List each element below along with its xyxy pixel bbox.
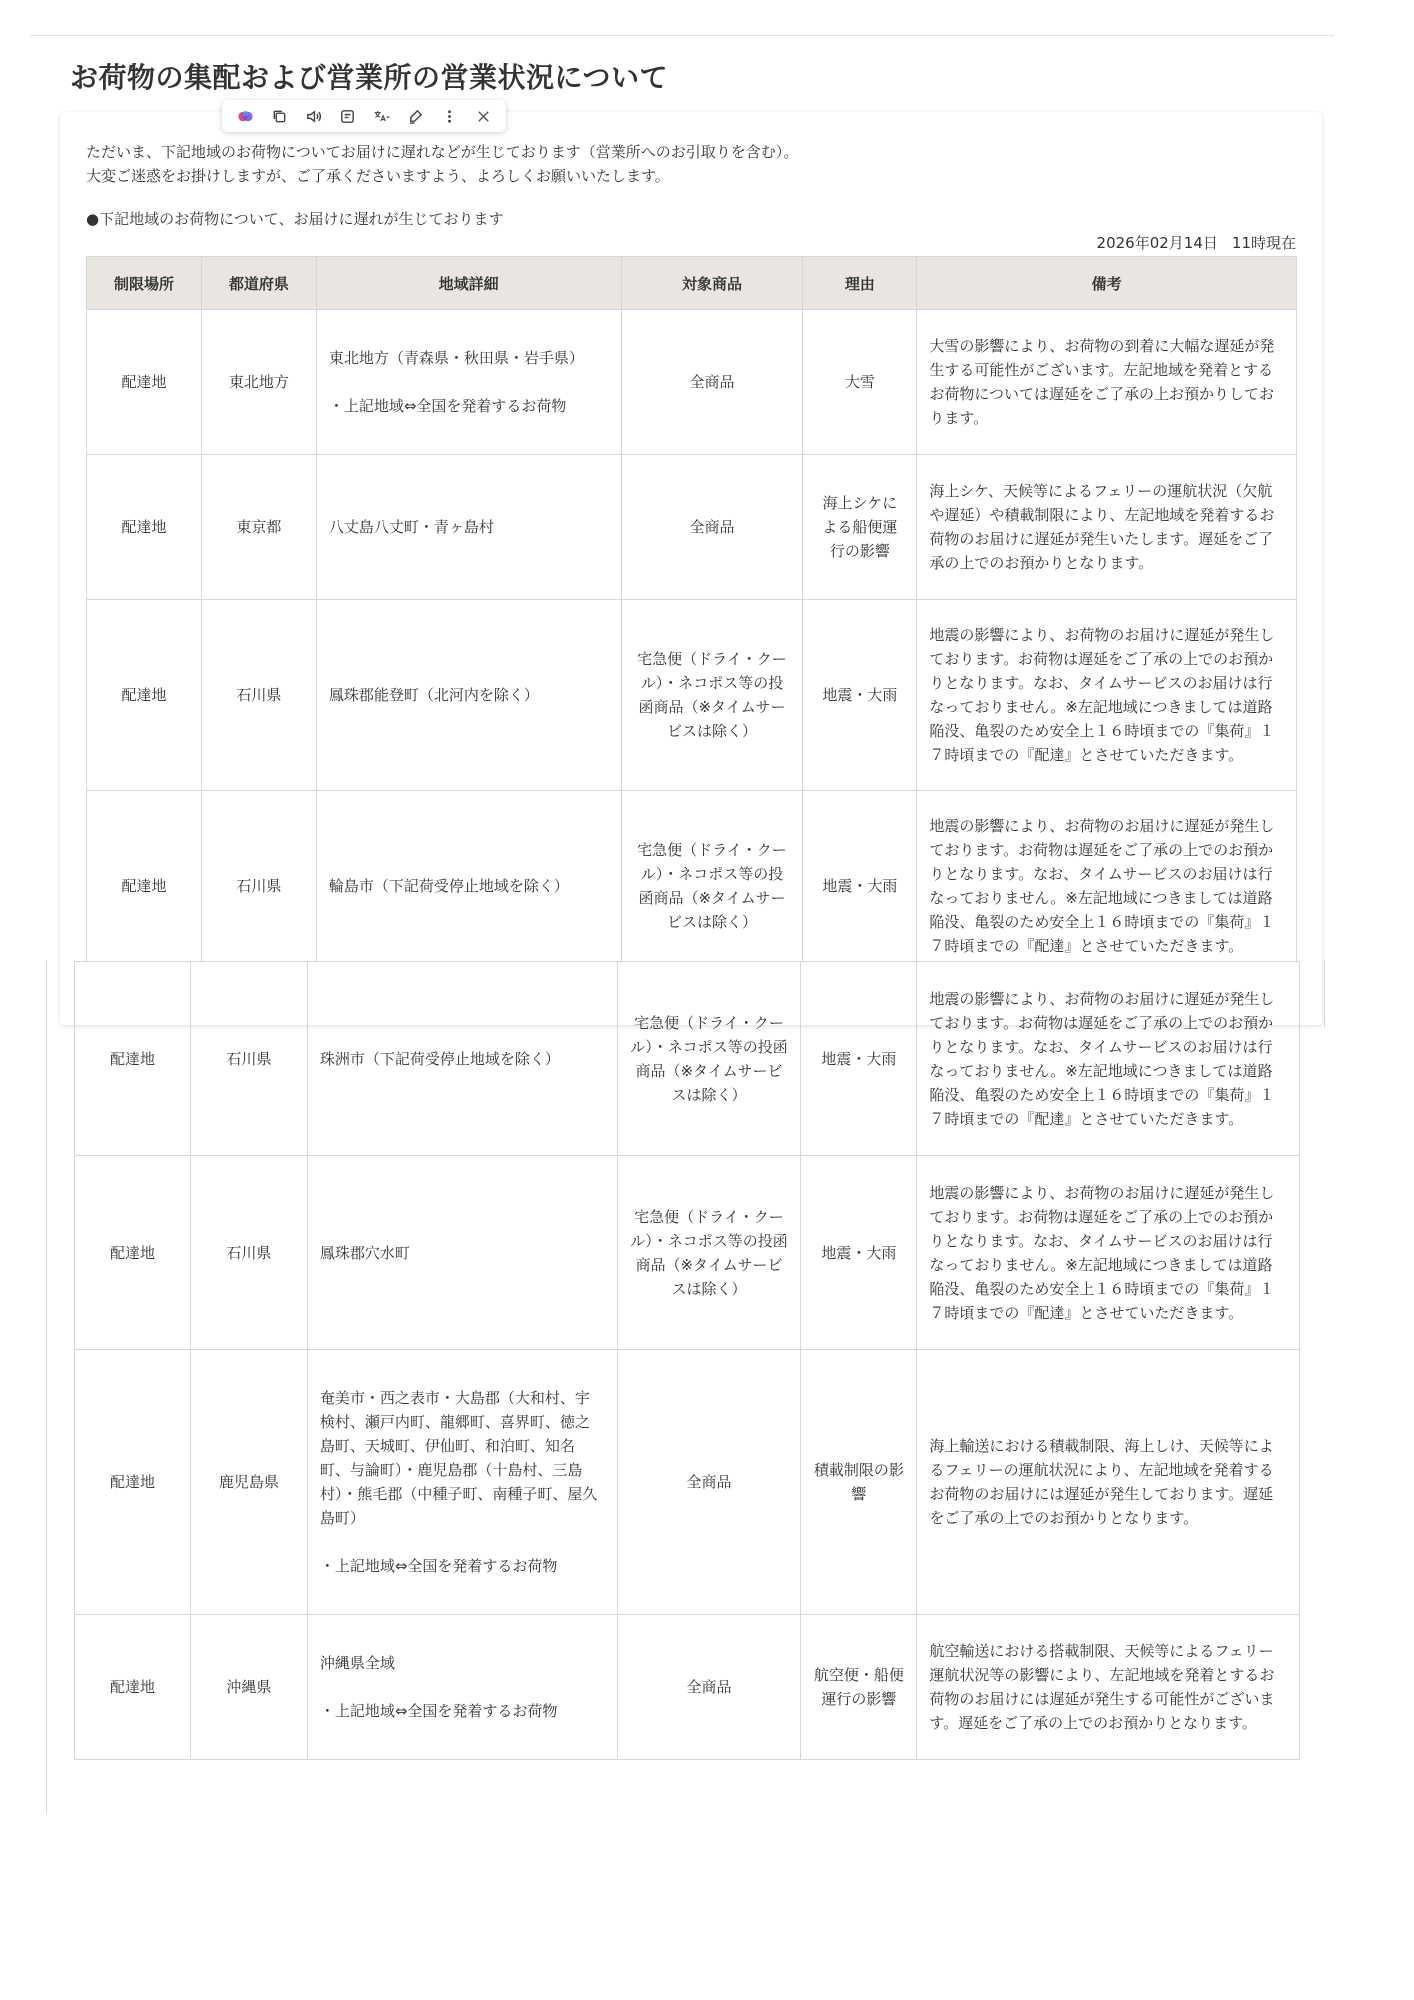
cell-area-detail (316, 455, 621, 600)
cell-note (917, 1156, 1300, 1350)
cell-note-text: 海上輸送における積載制限、海上しけ、天候等によるフェリーの運航状況により、左記地域を発着するお荷物のお届けには遅延が発生しております。遅延をご了承の上でのお預かりとなります。 (929, 1437, 1274, 1527)
cell-area-detail-text: 鳳珠郡穴水町 (319, 1243, 410, 1262)
cell-prefecture (201, 791, 316, 962)
cell-area-detail-text: 奄美市・西之表市・大島郡（大和村、宇検村、瀬戸内町、龍郷町、喜界町、徳之島町、天城町、伊仙町、和泊町、知名町、与論町）・鹿児島郡（十島村、三島村）・熊毛郡（中種子町、南種子町、屋久島町） (319, 1389, 598, 1527)
cell-prefecture-text: 石川県 (226, 1243, 272, 1262)
cell-place-text: 配達地 (109, 1473, 155, 1491)
table-row (87, 791, 1297, 962)
cell-area-detail (307, 1156, 617, 1350)
cell-place-text: 配達地 (121, 518, 167, 536)
cell-area-detail-text: 鳳珠郡能登町（北河内を除く） (328, 686, 539, 704)
cell-place (75, 962, 191, 1156)
cell-area-detail (307, 962, 617, 1156)
cell-note-text: 海上シケ、天候等によるフェリーの運航状況（欠航や遅延）や積載制限により、左記地域を発着するお荷物のお届けに遅延が発生いたします。遅延をご了承の上でのお預かりとなります。 (929, 482, 1275, 572)
cell-area-detail-sub-text: ・上記地域⇔全国を発着するお荷物 (319, 1702, 558, 1720)
cell-place-text: 配達地 (121, 686, 167, 704)
timestamp-time: 11時現在 (1231, 234, 1296, 252)
translate-icon[interactable] (364, 100, 398, 132)
cell-prefecture (190, 1350, 307, 1615)
timestamp-date: 2026年02月14日 (1096, 234, 1218, 252)
page-title: お荷物の集配および営業所の営業状況について (70, 61, 668, 94)
cell-prefecture-text: 石川県 (236, 877, 282, 895)
cell-place (87, 455, 202, 600)
cell-reason-text: 地震・大雨 (822, 877, 898, 895)
cell-prefecture-text: 石川県 (236, 686, 282, 704)
cell-note-text: 地震の影響により、お荷物のお届けに遅延が発生しております。お荷物は遅延をご了承の上でのお預かりとなります。なお、タイムサービスのお届けは行なっておりません。※左記地域につきましては道路陥没、亀裂のため安全上１６時頃までの『集荷』１７時頃までの『配達』とさせていただきます。 (929, 989, 1275, 1128)
cell-product-text: 宅急便（ドライ・クール）・ネコポス等の投函商品（※タイムサービスは除く） (637, 650, 787, 740)
cell-product (621, 791, 803, 962)
table-row (75, 962, 1300, 1156)
cell-product-text: 全商品 (686, 1678, 732, 1696)
cell-place (87, 791, 202, 962)
close-icon[interactable] (466, 100, 500, 132)
cell-area-detail-text: 東北地方（青森県・秋田県・岩手県） (328, 349, 584, 367)
cell-reason-text: 海上シケによる船便運行の影響 (822, 494, 898, 560)
cell-note (917, 600, 1297, 791)
table-header-row (87, 257, 1297, 310)
cell-prefecture-text: 東京都 (236, 518, 282, 536)
table-row (75, 1615, 1300, 1760)
delay-notice: ●下記地域のお荷物について、お届けに遅れが生じております (86, 210, 504, 228)
cell-prefecture-text: 石川県 (226, 1049, 272, 1068)
header-prefecture: 都道府県 (201, 257, 316, 310)
cell-product (621, 455, 803, 600)
cell-area-detail-text: 沖縄県全域 (319, 1654, 395, 1672)
intro-text (86, 140, 798, 188)
cell-reason-text: 地震・大雨 (821, 1243, 897, 1262)
cell-area-detail (307, 1350, 617, 1615)
cell-prefecture (201, 600, 316, 791)
cell-product (621, 600, 803, 791)
cell-place (75, 1156, 191, 1350)
cell-product (617, 1615, 801, 1760)
intro-line-1: ただいま、下記地域のお荷物についてお届けに遅れなどが生じております（営業所へのお引取りを含む）。 (86, 143, 799, 161)
cell-area-detail (316, 791, 621, 962)
cell-product-text: 全商品 (689, 373, 735, 391)
cell-note (917, 1615, 1300, 1760)
ai-assistant-icon[interactable] (228, 100, 262, 132)
cell-note (917, 791, 1297, 962)
cell-reason (803, 791, 917, 962)
cell-note-text: 地震の影響により、お荷物のお届けに遅延が発生しております。お荷物は遅延をご了承の上でのお預かりとなります。なお、タイムサービスのお届けは行なっておりません。※左記地域につきましては道路陥没、亀裂のため安全上１６時頃までの『集荷』１７時頃までの『配達』とさせていただきます。 (929, 817, 1275, 955)
table-row (75, 1156, 1300, 1350)
cell-product (617, 1156, 801, 1350)
cell-prefecture (201, 310, 316, 455)
timestamp (1097, 232, 1296, 253)
cell-note (917, 310, 1297, 455)
cell-product-text: 宅急便（ドライ・クール）・ネコポス等の投函商品（※タイムサービスは除く） (637, 841, 787, 931)
cell-area-detail-text: 輪島市（下記荷受停止地域を除く） (328, 877, 569, 895)
status-table-continued (74, 961, 1300, 1760)
cell-area-detail (316, 600, 621, 791)
cell-place-text: 配達地 (121, 877, 167, 895)
cell-area-detail (307, 1615, 617, 1760)
cell-reason-text: 地震・大雨 (822, 686, 898, 704)
cell-place (87, 600, 202, 791)
cell-prefecture (190, 1615, 307, 1760)
highlight-icon[interactable] (398, 100, 432, 132)
cell-reason (803, 455, 917, 600)
cell-prefecture-text: 鹿児島県 (218, 1473, 279, 1491)
header-place: 制限場所 (87, 257, 202, 310)
cell-place (87, 310, 202, 455)
cell-note-text: 地震の影響により、お荷物のお届けに遅延が発生しております。お荷物は遅延をご了承の上でのお預かりとなります。なお、タイムサービスのお届けは行なっておりません。※左記地域につきましては道路陥没、亀裂のため安全上１６時頃までの『集荷』１７時頃までの『配達』とさせていただきます。 (929, 626, 1275, 764)
table-row (75, 1350, 1300, 1615)
cell-prefecture-text: 沖縄県 (226, 1678, 272, 1696)
table-row (87, 310, 1297, 455)
cell-note-text: 航空輸送における搭載制限、天候等によるフェリー運航状況等の影響により、左記地域を発着とするお荷物のお届けには遅延が発生する可能性がございます。遅延をご了承の上でのお預かりとなります。 (929, 1642, 1275, 1732)
cell-product (621, 310, 803, 455)
summarize-icon[interactable] (330, 100, 364, 132)
cell-reason (801, 962, 917, 1156)
cell-place (75, 1350, 191, 1615)
cell-area-detail-text: 珠洲市（下記荷受停止地域を除く） (319, 1049, 560, 1068)
cell-area-detail-sub-text: ・上記地域⇔全国を発着するお荷物 (319, 1557, 558, 1575)
header-reason: 理由 (803, 257, 917, 310)
cell-place-text: 配達地 (121, 373, 167, 391)
copy-icon[interactable] (262, 100, 296, 132)
cell-area-detail-text: 八丈島八丈町・青ヶ島村 (328, 518, 494, 536)
right-border-line (1324, 960, 1325, 1028)
header-product: 対象商品 (621, 257, 803, 310)
status-table (86, 256, 1297, 961)
left-border-line (46, 960, 47, 1815)
selection-toolbar (222, 100, 506, 132)
cell-place-text: 配達地 (109, 1243, 155, 1262)
table-row (87, 455, 1297, 600)
cell-reason-text: 大雪 (844, 373, 875, 391)
cell-area-detail (316, 310, 621, 455)
cell-place-text: 配達地 (109, 1049, 155, 1068)
cell-product (617, 1350, 801, 1615)
cell-note (917, 962, 1300, 1156)
cell-product-text: 宅急便（ドライ・クール）・ネコポス等の投函商品（※タイムサービスは除く） (630, 1207, 788, 1298)
cell-product-text: 全商品 (686, 1473, 732, 1491)
cell-reason (801, 1615, 917, 1760)
cell-product-text: 宅急便（ドライ・クール）・ネコポス等の投函商品（※タイムサービスは除く） (630, 1013, 788, 1104)
intro-line-2: 大変ご迷惑をお掛けしますが、ご了承くださいますよう、よろしくお願いいたします。 (86, 167, 670, 185)
cell-note (917, 1350, 1300, 1615)
cell-prefecture (201, 455, 316, 600)
cell-place-text: 配達地 (109, 1678, 155, 1696)
status-table-part-1 (86, 256, 1297, 961)
status-table-part-2 (74, 961, 1300, 1800)
cell-prefecture (190, 962, 307, 1156)
cell-prefecture (190, 1156, 307, 1350)
cell-reason-text: 積載制限の影響 (813, 1461, 904, 1503)
cell-product (617, 962, 801, 1156)
cell-reason (801, 1156, 917, 1350)
cell-reason (803, 600, 917, 791)
cell-product-text: 全商品 (689, 518, 735, 536)
header-note: 備考 (917, 257, 1297, 310)
more-icon[interactable] (432, 100, 466, 132)
cell-note-text: 大雪の影響により、お荷物の到着に大幅な遅延が発生する可能性がございます。左記地域を発着とするお荷物については遅延をご了承の上お預かりしております。 (929, 337, 1275, 427)
top-divider (30, 35, 1334, 36)
cell-note (917, 455, 1297, 600)
read-aloud-icon[interactable] (296, 100, 330, 132)
cell-place (75, 1615, 191, 1760)
cell-reason-text: 航空便・船便運行の影響 (813, 1666, 904, 1708)
cell-reason-text: 地震・大雨 (821, 1049, 897, 1068)
cell-reason (801, 1350, 917, 1615)
cell-note-text: 地震の影響により、お荷物のお届けに遅延が発生しております。お荷物は遅延をご了承の上でのお預かりとなります。なお、タイムサービスのお届けは行なっておりません。※左記地域につきましては道路陥没、亀裂のため安全上１６時頃までの『集荷』１７時頃までの『配達』とさせていただきます。 (929, 1183, 1275, 1322)
header-area-detail: 地域詳細 (316, 257, 621, 310)
cell-reason (803, 310, 917, 455)
table-row (87, 600, 1297, 791)
cell-area-detail-sub-text: ・上記地域⇔全国を発着するお荷物 (328, 397, 567, 415)
cell-prefecture-text: 東北地方 (228, 373, 289, 391)
